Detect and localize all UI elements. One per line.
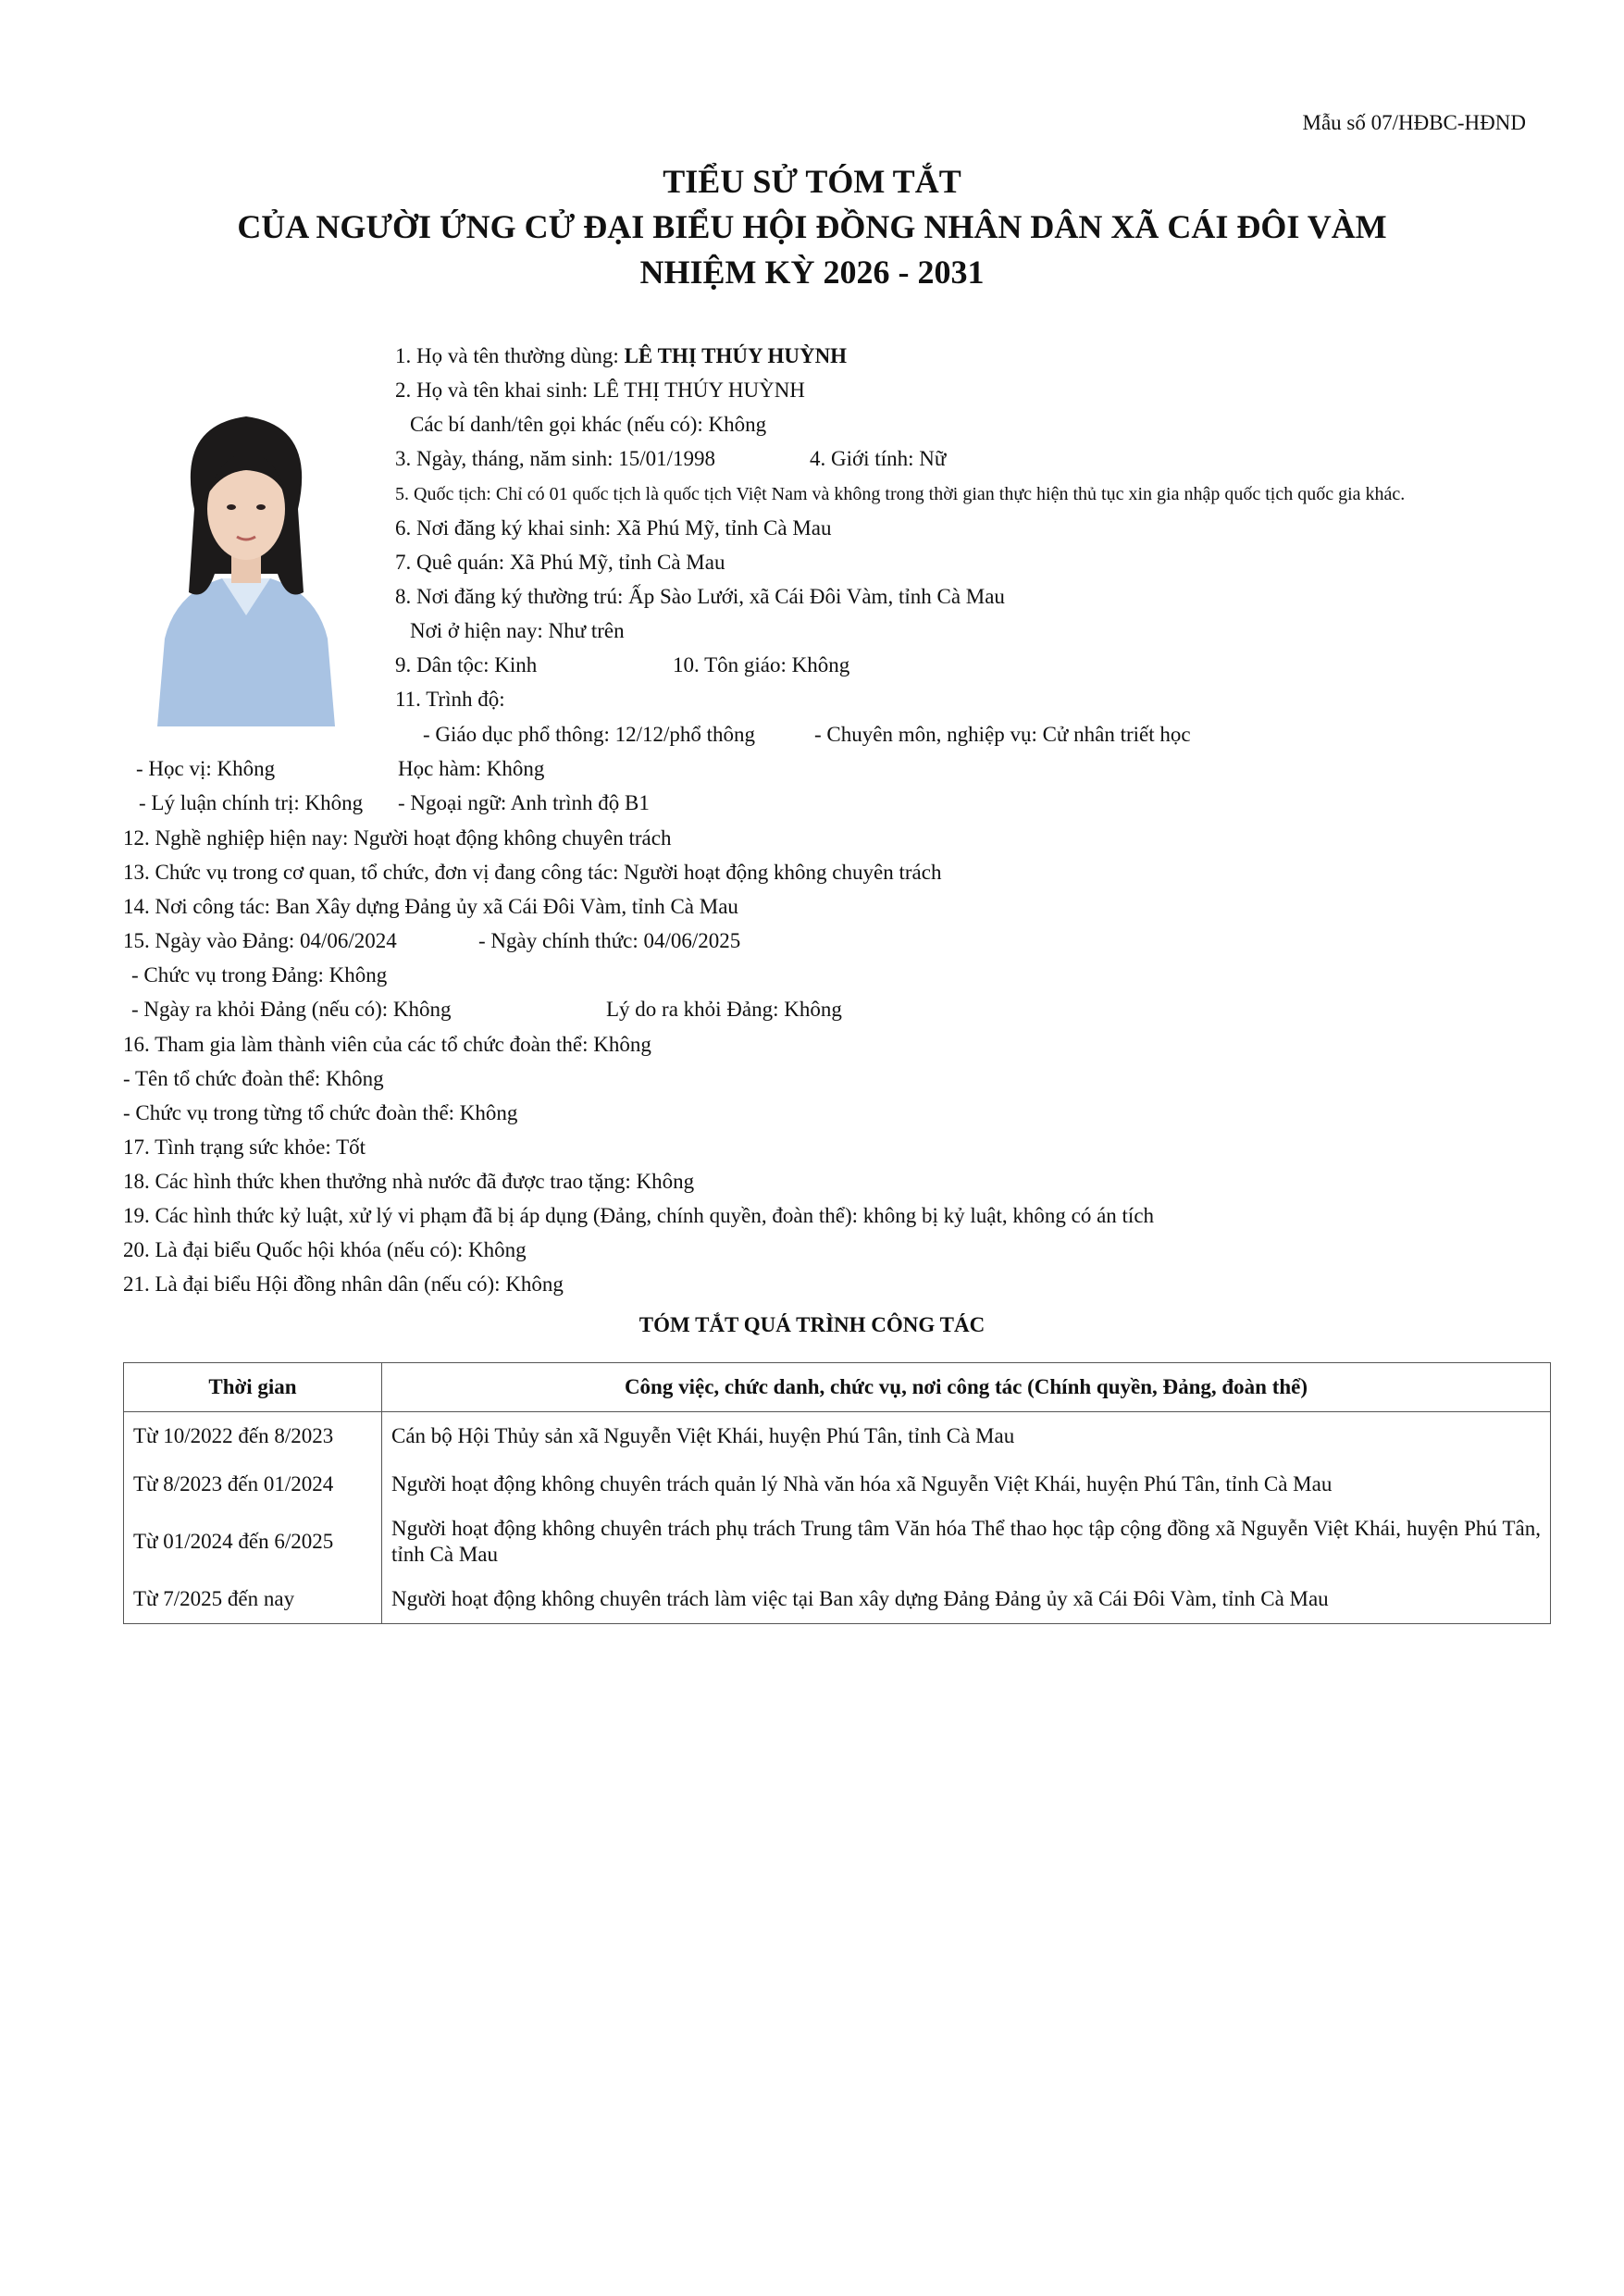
header-time: Thời gian — [124, 1363, 382, 1412]
bio-line-4: 4. Giới tính: Nữ — [810, 447, 947, 470]
bio-line-2b: Các bí danh/tên gọi khác (nếu có): Không — [410, 413, 767, 436]
bio-line-14: 14. Nơi công tác: Ban Xây dựng Đảng ủy xã Cái Đôi Vàm, tỉnh Cà Mau — [123, 895, 738, 918]
bio-line-20: 20. Là đại biểu Quốc hội khóa (nếu có): Không — [123, 1238, 527, 1261]
bio-line-15b: - Ngày chính thức: 04/06/2025 — [478, 929, 741, 952]
common-name: LÊ THỊ THÚY HUỲNH — [624, 344, 848, 367]
row-description: Người hoạt động không chuyên trách quản lý Nhà văn hóa xã Nguyễn Việt Khái, huyện Phú Tân, tỉnh Cà Mau — [382, 1460, 1551, 1508]
bio-line-17: 17. Tình trạng sức khỏe: Tốt — [123, 1136, 366, 1159]
bio-line-8b: Nơi ở hiện nay: Như trên — [410, 619, 625, 642]
bio-line-3: 3. Ngày, tháng, năm sinh: 15/01/1998 — [395, 447, 716, 470]
work-summary-title: TÓM TẮT QUÁ TRÌNH CÔNG TÁC — [638, 1313, 986, 1336]
table-row — [124, 1575, 1551, 1624]
table-header-row — [124, 1363, 1551, 1412]
bio-line-15c: - Chức vụ trong Đảng: Không — [131, 963, 388, 987]
bio-line-1: 1. Họ và tên thường dùng: LÊ THỊ THÚY HUỲNH — [395, 344, 848, 367]
title-line-2: CỦA NGƯỜI ỨNG CỬ ĐẠI BIỂU HỘI ĐỒNG NHÂN DÂN XÃ CÁI ĐÔI VÀM — [237, 208, 1387, 245]
bio-line-8: 8. Nơi đăng ký thường trú: Ấp Sào Lưới, xã Cái Đôi Vàm, tỉnh Cà Mau — [395, 585, 1005, 608]
row-description: Người hoạt động không chuyên trách phụ trách Trung tâm Văn hóa Thể thao học tập cộng đồng xã Nguyễn Việt Khái, huyện Phú Tân, tỉnh Cà Mau — [382, 1508, 1551, 1575]
bio-line-19: 19. Các hình thức kỷ luật, xử lý vi phạm đã bị áp dụng (Đảng, chính quyền, đoàn thể): không bị kỷ luật, không có án tích — [123, 1204, 1155, 1227]
bio-line-5: 5. Quốc tịch: Chỉ có 01 quốc tịch là quốc tịch Việt Nam và không trong thời gian thực hiện thủ tục xin gia nhập quốc tịch quốc gia khác. — [395, 484, 1406, 504]
table-row — [124, 1460, 1551, 1508]
row-description: Cán bộ Hội Thủy sản xã Nguyễn Việt Khái, huyện Phú Tân, tỉnh Cà Mau — [382, 1412, 1551, 1461]
bio-line-15: 15. Ngày vào Đảng: 04/06/2024 — [123, 929, 397, 952]
bio-line-11b: - Chuyên môn, nghiệp vụ: Cử nhân triết học — [814, 723, 1191, 746]
row-time: Từ 7/2025 đến nay — [124, 1575, 382, 1624]
title-line-1: TIỂU SỬ TÓM TẮT — [663, 163, 961, 200]
portrait-illustration — [139, 407, 353, 726]
bio-line-12: 12. Nghề nghiệp hiện nay: Người hoạt động không chuyên trách — [123, 826, 672, 850]
bio-line-16: 16. Tham gia làm thành viên của các tổ chức đoàn thể: Không — [123, 1033, 651, 1056]
portrait-photo — [139, 407, 353, 726]
bio-line-21: 21. Là đại biểu Hội đồng nhân dân (nếu có): Không — [123, 1272, 564, 1296]
row-time: Từ 10/2022 đến 8/2023 — [124, 1412, 382, 1461]
bio-line-11c: - Học vị: Không — [136, 757, 276, 780]
bio-line-16a: - Tên tổ chức đoàn thể: Không — [123, 1067, 384, 1090]
bio-line-13: 13. Chức vụ trong cơ quan, tổ chức, đơn vị đang công tác: Người hoạt động không chuyên trách — [123, 861, 942, 884]
bio-line-11f: - Ngoại ngữ: Anh trình độ B1 — [398, 791, 650, 814]
bio-line-2: 2. Họ và tên khai sinh: LÊ THỊ THÚY HUỲNH — [395, 379, 805, 402]
bio-line-11e: - Lý luận chính trị: Không — [139, 791, 364, 814]
bio-line-9: 9. Dân tộc: Kinh — [395, 653, 538, 676]
bio-line-10: 10. Tôn giáo: Không — [673, 653, 850, 676]
row-description: Người hoạt động không chuyên trách làm việc tại Ban xây dựng Đảng Đảng ủy xã Cái Đôi Vàm, tỉnh Cà Mau — [382, 1575, 1551, 1624]
form-number: Mẫu số 07/HĐBC-HĐND — [1302, 111, 1526, 134]
table-row — [124, 1508, 1551, 1575]
bio-line-11d: Học hàm: Không — [398, 757, 545, 780]
bio-line-11a: - Giáo dục phổ thông: 12/12/phổ thông — [423, 723, 756, 746]
title-line-3: NHIỆM KỲ 2026 - 2031 — [639, 254, 985, 291]
bio-line-15e: Lý do ra khỏi Đảng: Không — [606, 998, 842, 1021]
row-time: Từ 8/2023 đến 01/2024 — [124, 1460, 382, 1508]
row-time: Từ 01/2024 đến 6/2025 — [124, 1508, 382, 1575]
bio-line-18: 18. Các hình thức khen thưởng nhà nước đã được trao tặng: Không — [123, 1170, 695, 1193]
work-history-table — [123, 1362, 1551, 1624]
bio-line-15d: - Ngày ra khỏi Đảng (nếu có): Không — [131, 998, 452, 1021]
bio-line-16b: - Chức vụ trong từng tổ chức đoàn thể: Không — [123, 1101, 518, 1124]
bio-line-6: 6. Nơi đăng ký khai sinh: Xã Phú Mỹ, tỉnh Cà Mau — [395, 516, 832, 540]
bio-line-11: 11. Trình độ: — [395, 688, 505, 711]
table-row — [124, 1412, 1551, 1461]
header-description: Công việc, chức danh, chức vụ, nơi công tác (Chính quyền, Đảng, đoàn thể) — [382, 1363, 1551, 1412]
document-title — [0, 159, 1624, 295]
bio-line-7: 7. Quê quán: Xã Phú Mỹ, tỉnh Cà Mau — [395, 551, 725, 574]
